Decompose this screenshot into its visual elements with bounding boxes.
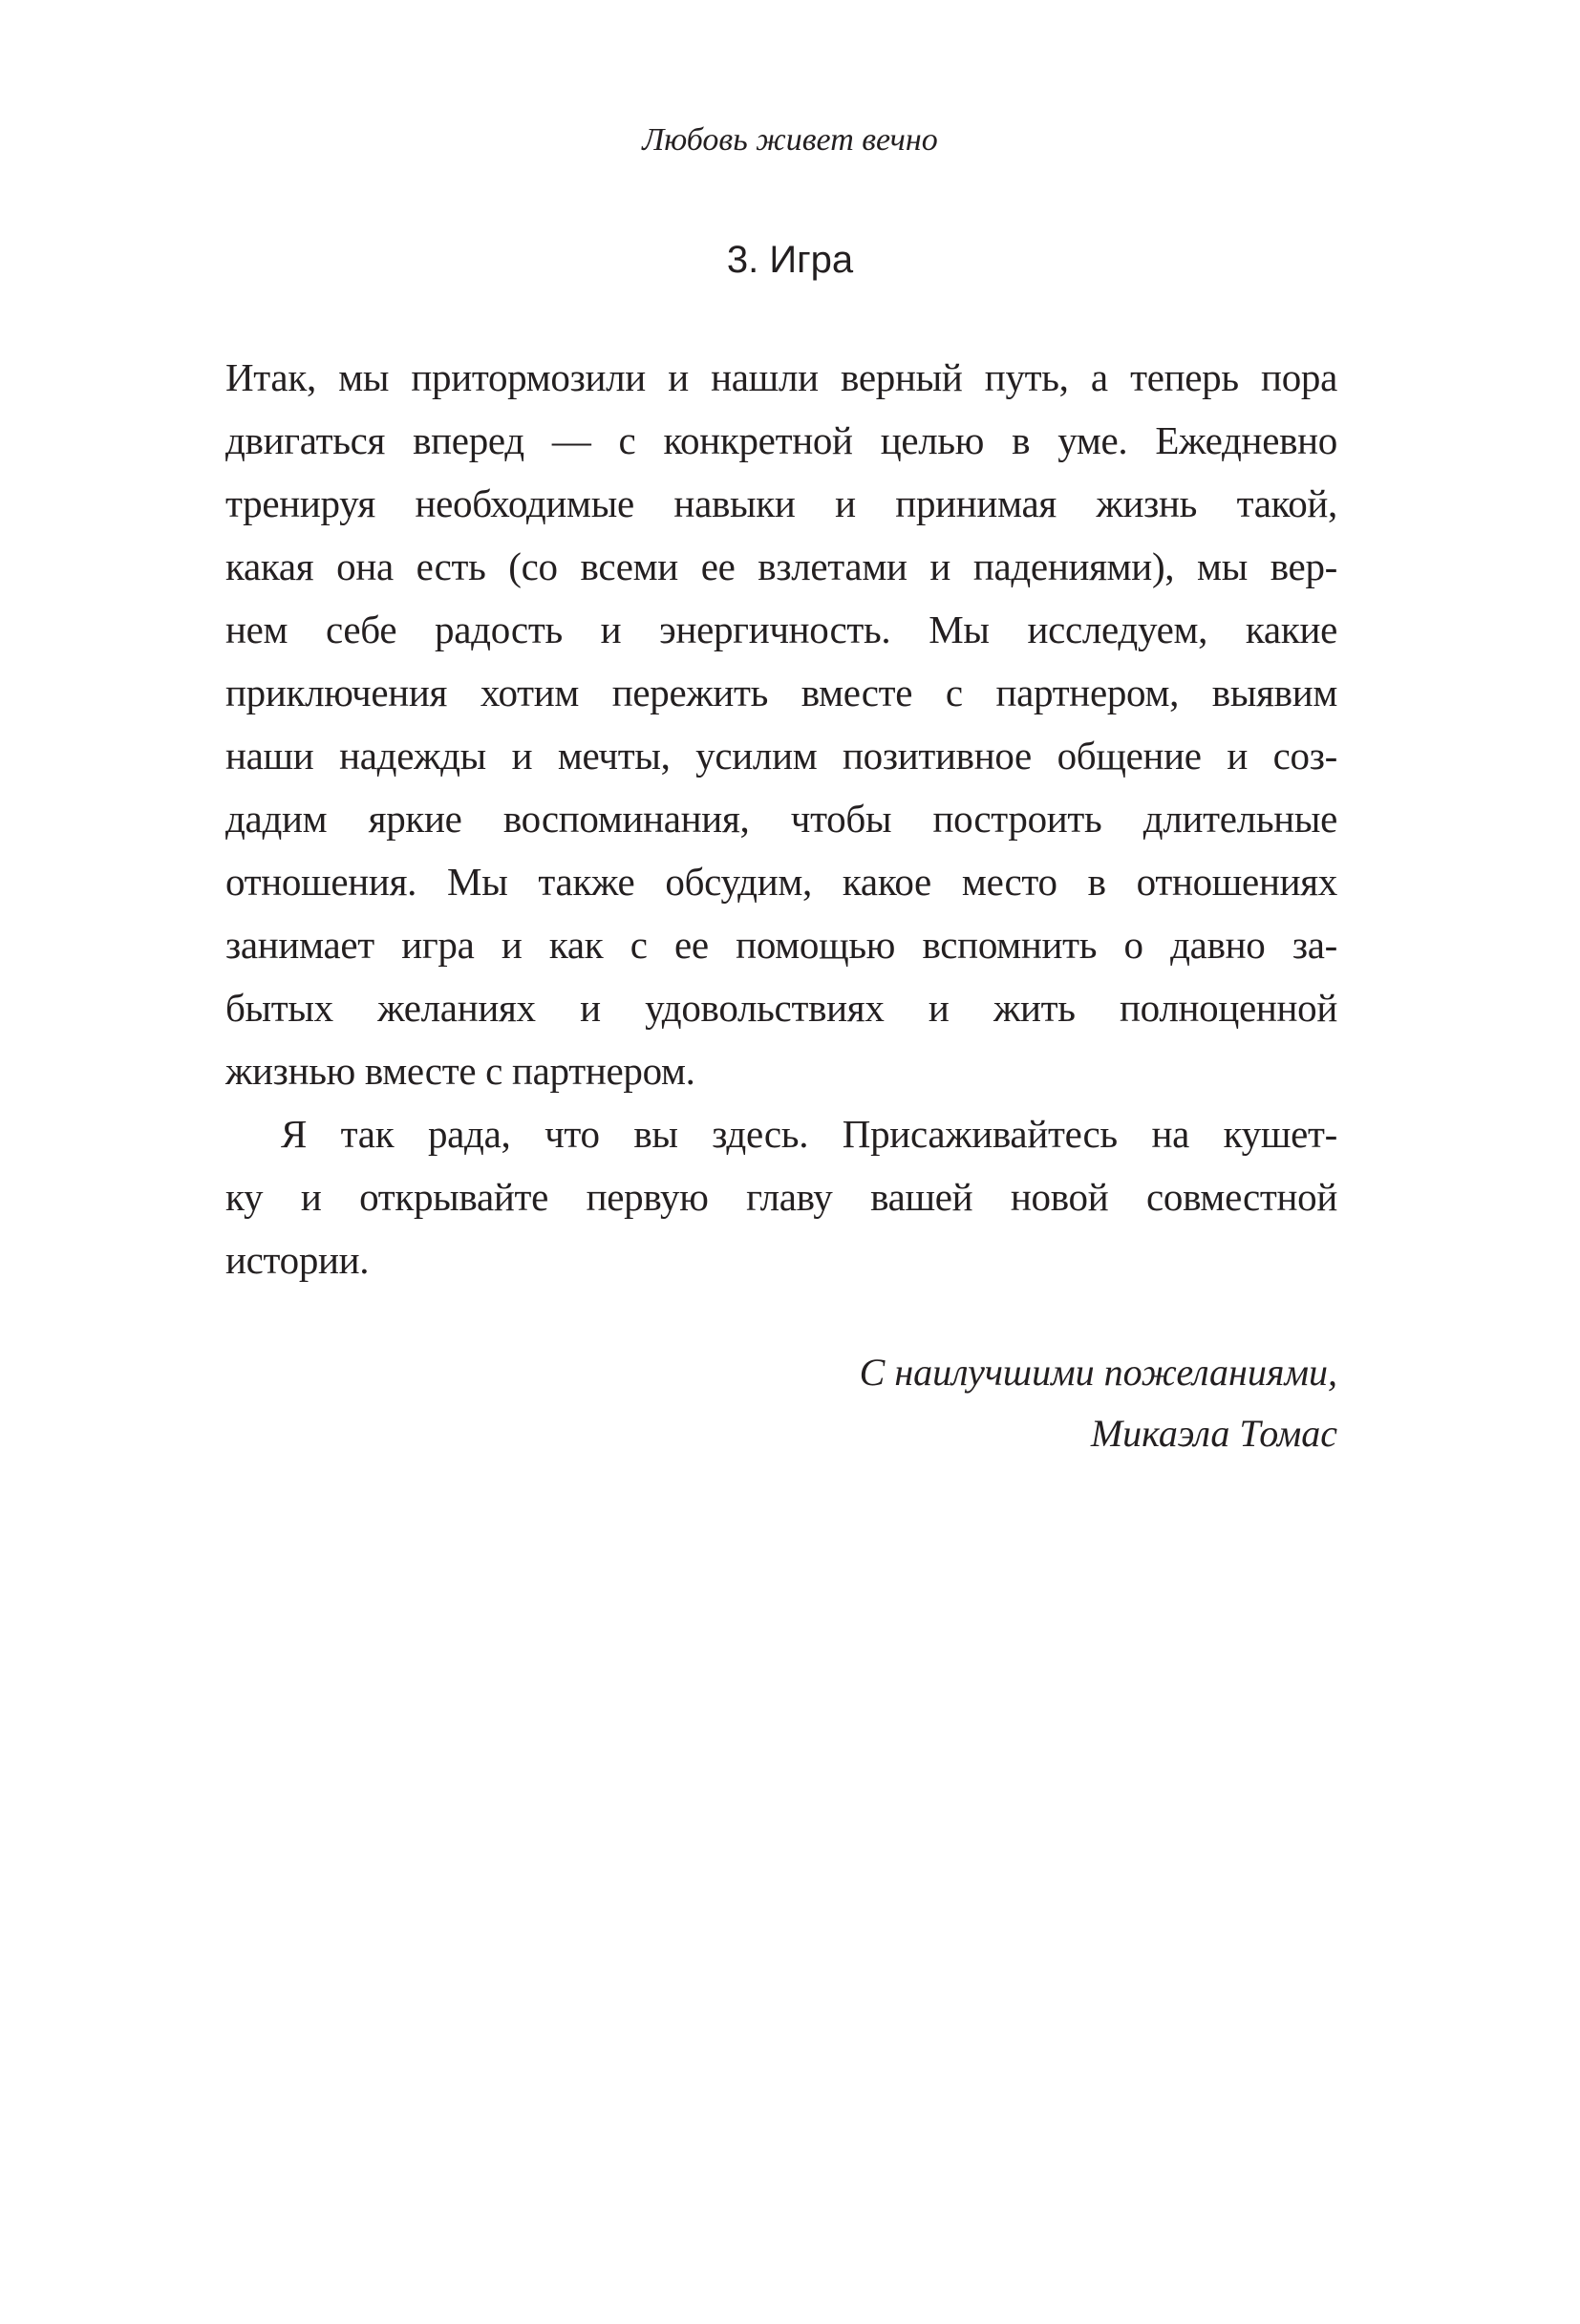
text-line: отношения. Мы также обсудим, какое место в отношениях [225,860,1337,904]
text-line: двигаться вперед — с конкретной целью в уме. Ежедневно [225,418,1337,462]
text-line: ку и открывайте первую главу вашей новой совместной [225,1175,1337,1219]
body-text [225,346,1337,1291]
text-line: тренируя необходимые навыки и принимая жизнь такой, [225,481,1337,525]
paragraph-2 [225,1102,1337,1291]
section-heading: 3. Игра [726,239,854,281]
text-line: приключения хотим пережить вместе с партнером, выявим [225,671,1337,714]
text-line: Я так рада, что вы здесь. Присаживайтесь на кушет- [281,1112,1337,1156]
running-header: Любовь живет вечно [642,122,938,158]
text-line: жизнью вместе с партнером. [225,1049,695,1093]
text-line: дадим яркие воспоминания, чтобы построить длительные [225,797,1337,841]
text-line: Итак, мы притормозили и нашли верный путь, а теперь пора [225,355,1337,399]
paragraph-1 [225,346,1337,1102]
text-line: какая она есть (со всеми ее взлетами и падениями), мы вер- [225,544,1337,588]
text-line: наши надежды и мечты, усилим позитивное общение и соз- [225,734,1337,778]
text-line: бытых желаниях и удовольствиях и жить полноценной [225,986,1337,1030]
signature-closing: С наилучшими пожеланиями, [859,1351,1337,1394]
text-line: занимает игра и как с ее помощью вспомнить о давно за- [225,923,1337,967]
text-line: нем себе радость и энергичность. Мы исследуем, какие [225,608,1337,651]
text-line: истории. [225,1238,370,1282]
signature-block [225,1342,1337,1464]
signature-name: Микаэла Томас [1090,1412,1337,1455]
